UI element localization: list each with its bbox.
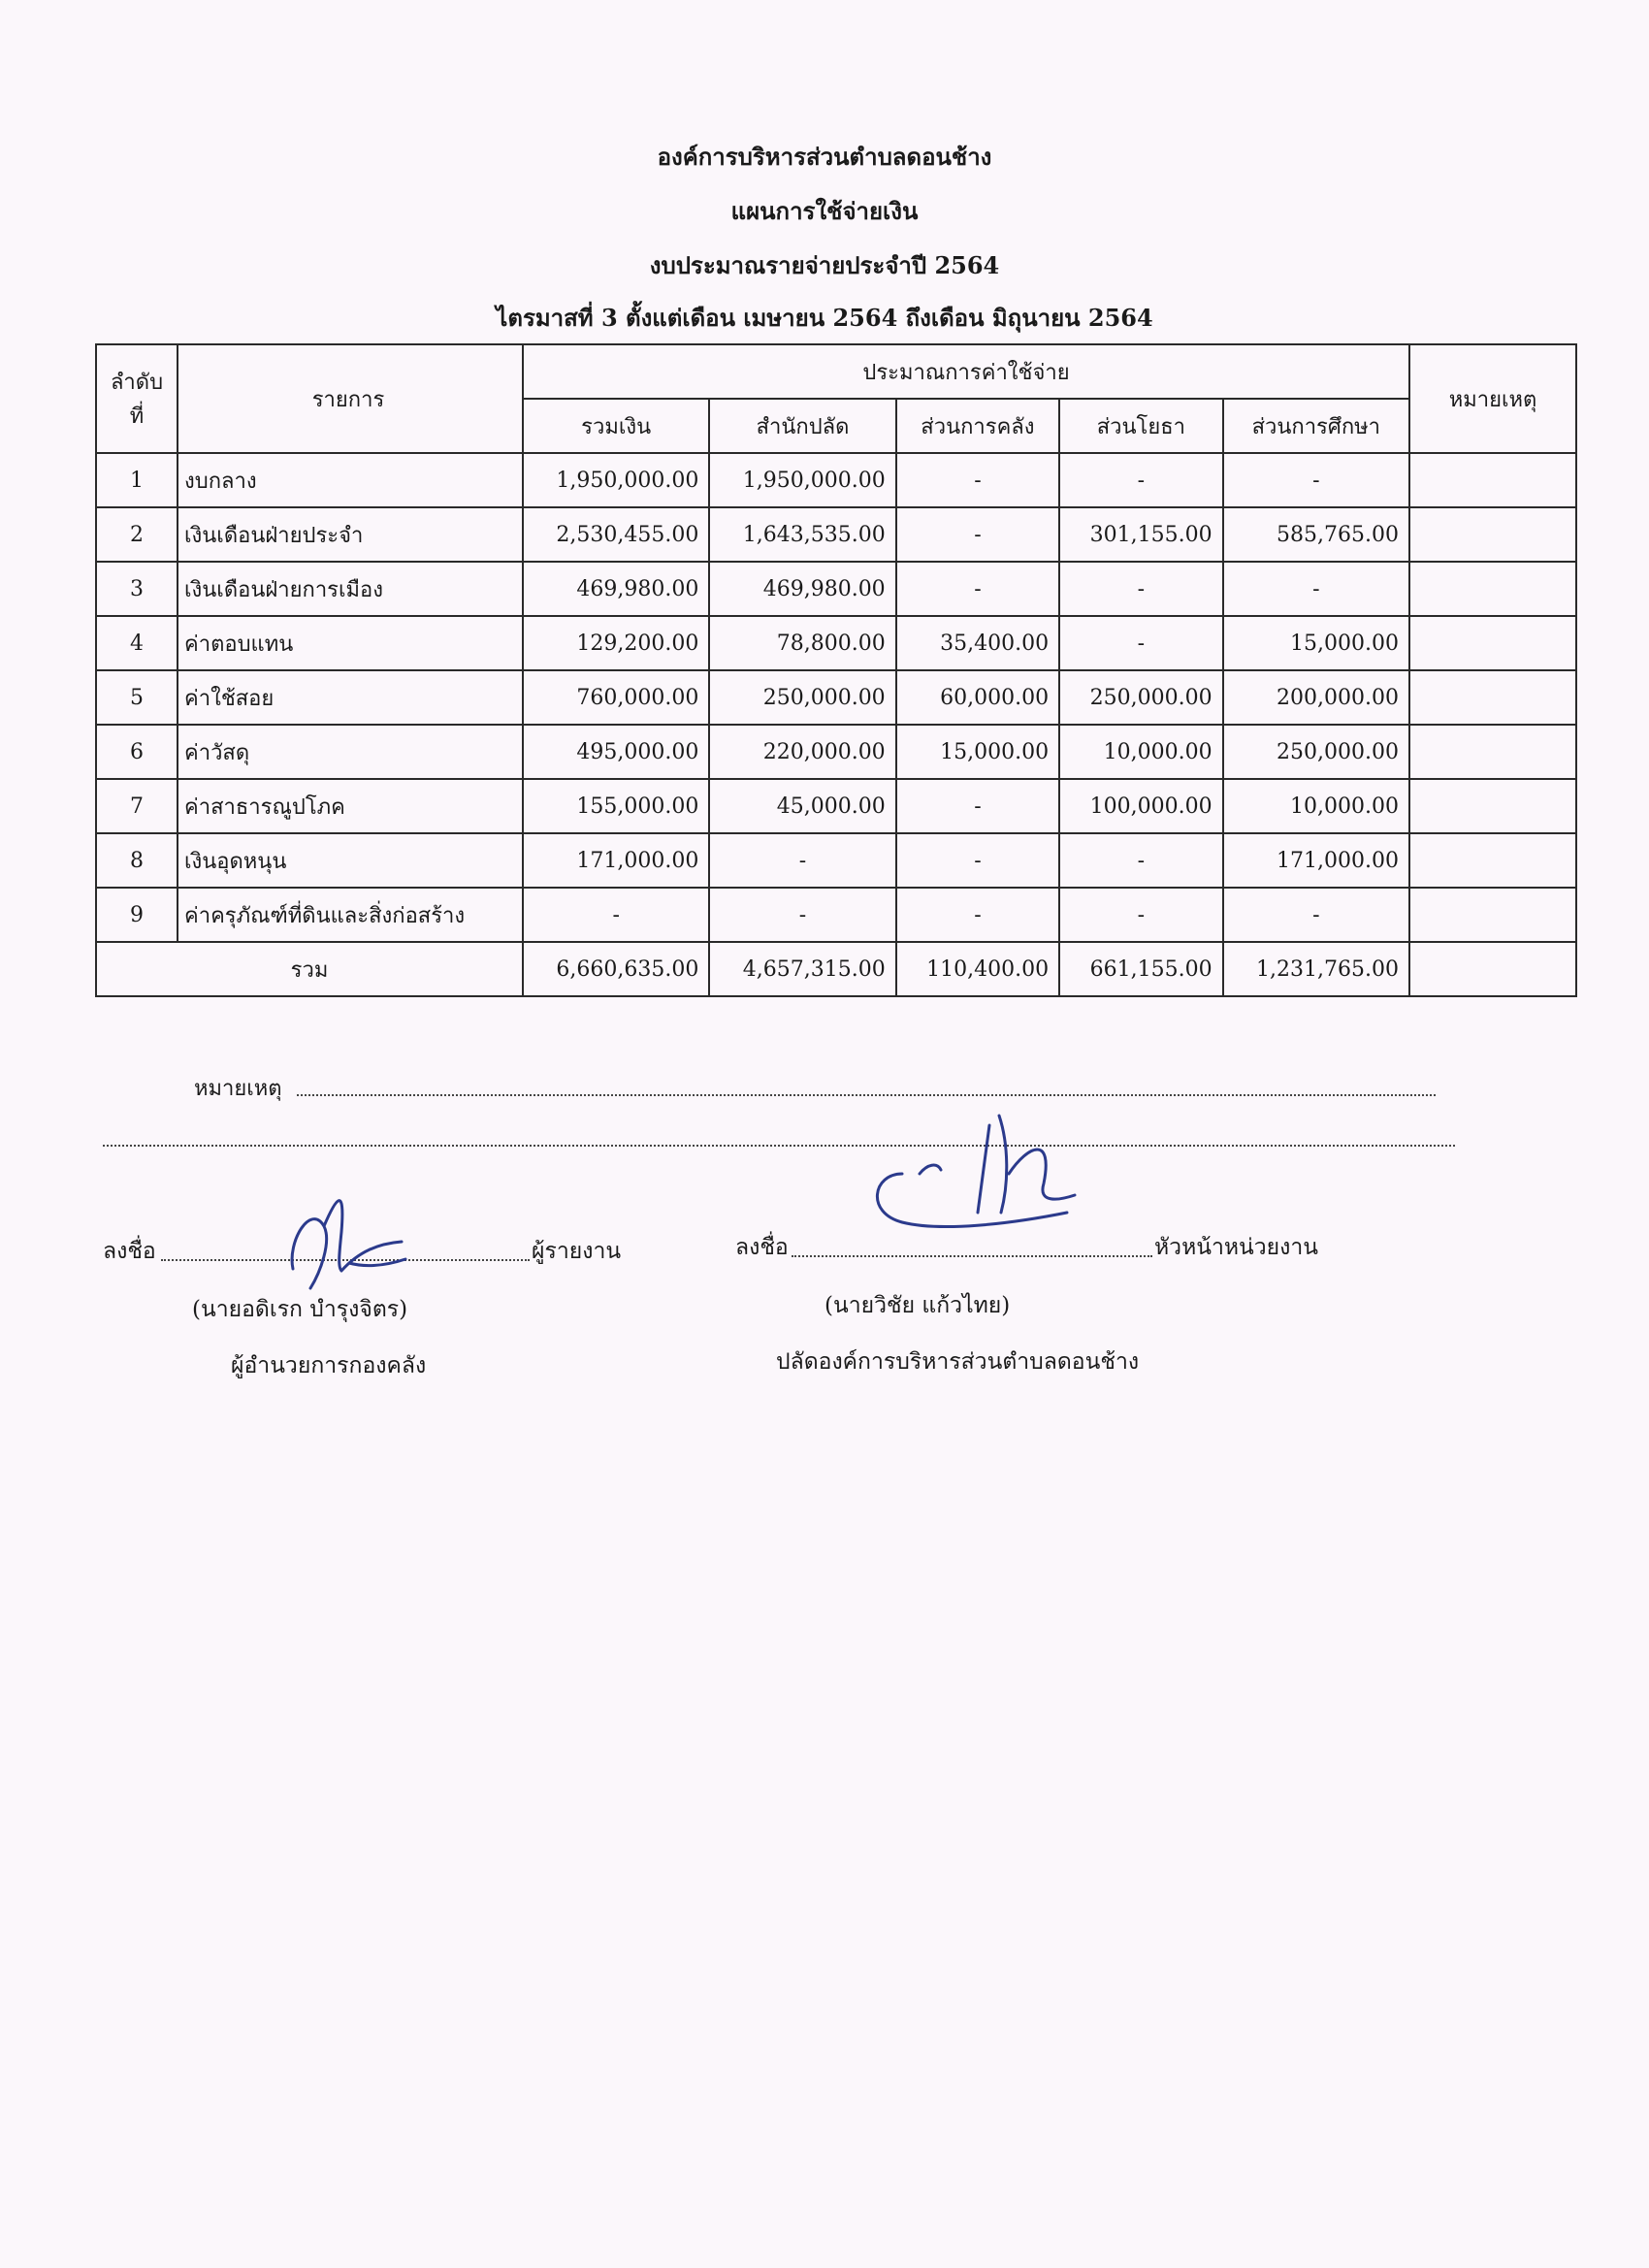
cell-works: - <box>1059 833 1222 888</box>
cell-works: 10,000.00 <box>1059 725 1222 779</box>
cell-works: 100,000.00 <box>1059 779 1222 833</box>
cell-total: 129,200.00 <box>523 616 709 670</box>
cell-office: - <box>709 888 895 942</box>
subcol-finance: ส่วนการคลัง <box>896 399 1059 453</box>
cell-education: 250,000.00 <box>1223 725 1409 779</box>
subcol-total: รวมเงิน <box>523 399 709 453</box>
cell-office: 469,980.00 <box>709 562 895 616</box>
cell-remark <box>1409 888 1576 942</box>
cell-finance: - <box>896 453 1059 507</box>
cell-total: 155,000.00 <box>523 779 709 833</box>
cell-office: 1,643,535.00 <box>709 507 895 562</box>
cell-works: - <box>1059 616 1222 670</box>
cell-no: 3 <box>96 562 178 616</box>
cell-item: ค่าใช้สอย <box>178 670 523 725</box>
cell-works: - <box>1059 888 1222 942</box>
left-signer-name: (นายอดิเรก บำรุงจิตร) <box>192 1297 408 1322</box>
cell-office: 220,000.00 <box>709 725 895 779</box>
cell-education: 15,000.00 <box>1223 616 1409 670</box>
cell-no: 4 <box>96 616 178 670</box>
cell-total: 760,000.00 <box>523 670 709 725</box>
col-header-group: ประมาณการค่าใช้จ่าย <box>523 344 1409 399</box>
right-sign-label: ลงชื่อ <box>735 1235 789 1260</box>
cell-finance: - <box>896 562 1059 616</box>
remark-dotted-line-2 <box>103 1145 1455 1147</box>
table-row <box>96 616 1576 670</box>
col-header-no: ลำดับที่ <box>96 344 178 453</box>
cell-office: 45,000.00 <box>709 779 895 833</box>
total-cell-education: 1,231,765.00 <box>1223 942 1409 996</box>
cell-office: 1,950,000.00 <box>709 453 895 507</box>
cell-education: 171,000.00 <box>1223 833 1409 888</box>
org-title: องค์การบริหารส่วนตำบลดอนช้าง <box>657 143 992 171</box>
cell-education: - <box>1223 562 1409 616</box>
cell-item: เงินเดือนฝ่ายประจำ <box>178 507 523 562</box>
left-role: ผู้รายงาน <box>532 1239 622 1264</box>
subcol-office: สำนักปลัด <box>709 399 895 453</box>
cell-remark <box>1409 562 1576 616</box>
col-header-item: รายการ <box>178 344 523 453</box>
cell-total: 1,950,000.00 <box>523 453 709 507</box>
table-row <box>96 670 1576 725</box>
table-row <box>96 779 1576 833</box>
right-signer-name: (นายวิชัย แก้วไทย) <box>824 1293 1011 1318</box>
cell-finance: - <box>896 779 1059 833</box>
total-cell-works: 661,155.00 <box>1059 942 1222 996</box>
cell-no: 2 <box>96 507 178 562</box>
cell-education: - <box>1223 888 1409 942</box>
cell-education: 585,765.00 <box>1223 507 1409 562</box>
cell-total: 171,000.00 <box>523 833 709 888</box>
cell-remark <box>1409 670 1576 725</box>
cell-works: 250,000.00 <box>1059 670 1222 725</box>
cell-no: 8 <box>96 833 178 888</box>
cell-office: - <box>709 833 895 888</box>
cell-item: เงินเดือนฝ่ายการเมือง <box>178 562 523 616</box>
cell-works: 301,155.00 <box>1059 507 1222 562</box>
cell-remark <box>1409 507 1576 562</box>
cell-item: ค่าตอบแทน <box>178 616 523 670</box>
cell-item: งบกลาง <box>178 453 523 507</box>
cell-finance: - <box>896 833 1059 888</box>
cell-works: - <box>1059 562 1222 616</box>
cell-total: 2,530,455.00 <box>523 507 709 562</box>
right-role: หัวหน้าหน่วยงาน <box>1154 1235 1319 1260</box>
right-signature <box>863 1106 1106 1251</box>
cell-remark <box>1409 453 1576 507</box>
cell-education: - <box>1223 453 1409 507</box>
cell-no: 1 <box>96 453 178 507</box>
cell-remark <box>1409 833 1576 888</box>
table-row <box>96 562 1576 616</box>
period-line: ไตรมาสที่ 3 ตั้งแต่เดือน เมษายน 2564 ถึงเดือน มิถุนายน 2564 <box>496 304 1153 332</box>
cell-item: เงินอุดหนุน <box>178 833 523 888</box>
cell-no: 7 <box>96 779 178 833</box>
left-signer-position: ผู้อำนวยการกองคลัง <box>231 1353 427 1378</box>
table-row <box>96 507 1576 562</box>
cell-no: 6 <box>96 725 178 779</box>
table-row <box>96 453 1576 507</box>
cell-item: ค่าวัสดุ <box>178 725 523 779</box>
remark-dotted-line <box>297 1094 1436 1096</box>
remark-label: หมายเหตุ <box>194 1077 282 1101</box>
total-cell-finance: 110,400.00 <box>896 942 1059 996</box>
cell-works: - <box>1059 453 1222 507</box>
cell-remark <box>1409 616 1576 670</box>
cell-total: 469,980.00 <box>523 562 709 616</box>
cell-no: 9 <box>96 888 178 942</box>
table-row <box>96 833 1576 888</box>
cell-item: ค่าสาธารณูปโภค <box>178 779 523 833</box>
cell-total: 495,000.00 <box>523 725 709 779</box>
cell-office: 78,800.00 <box>709 616 895 670</box>
cell-total: - <box>523 888 709 942</box>
subcol-education: ส่วนการศึกษา <box>1223 399 1409 453</box>
cell-finance: 60,000.00 <box>896 670 1059 725</box>
cell-no: 5 <box>96 670 178 725</box>
cell-finance: - <box>896 507 1059 562</box>
cell-remark <box>1409 725 1576 779</box>
cell-education: 200,000.00 <box>1223 670 1409 725</box>
subcol-works: ส่วนโยธา <box>1059 399 1222 453</box>
cell-finance: - <box>896 888 1059 942</box>
table-row <box>96 888 1576 942</box>
cell-finance: 35,400.00 <box>896 616 1059 670</box>
table-row <box>96 725 1576 779</box>
budget-table <box>95 343 1577 997</box>
document-title: แผนการใช้จ่ายเงิน <box>730 197 919 225</box>
left-sign-label: ลงชื่อ <box>103 1239 156 1264</box>
cell-office: 250,000.00 <box>709 670 895 725</box>
total-label: รวม <box>96 942 523 996</box>
total-cell-total: 6,660,635.00 <box>523 942 709 996</box>
budget-year: งบประมาณรายจ่ายประจำปี 2564 <box>649 251 1000 279</box>
cell-item: ค่าครุภัณฑ์ที่ดินและสิ่งก่อสร้าง <box>178 888 523 942</box>
cell-finance: 15,000.00 <box>896 725 1059 779</box>
total-cell-office: 4,657,315.00 <box>709 942 895 996</box>
total-row <box>96 942 1576 996</box>
right-signer-position: ปลัดองค์การบริหารส่วนตำบลดอนช้าง <box>776 1349 1140 1375</box>
col-header-remark: หมายเหตุ <box>1409 344 1576 453</box>
cell-education: 10,000.00 <box>1223 779 1409 833</box>
cell-remark <box>1409 779 1576 833</box>
left-signature <box>281 1174 417 1300</box>
total-cell-remark <box>1409 942 1576 996</box>
right-sign-line <box>792 1255 1152 1257</box>
